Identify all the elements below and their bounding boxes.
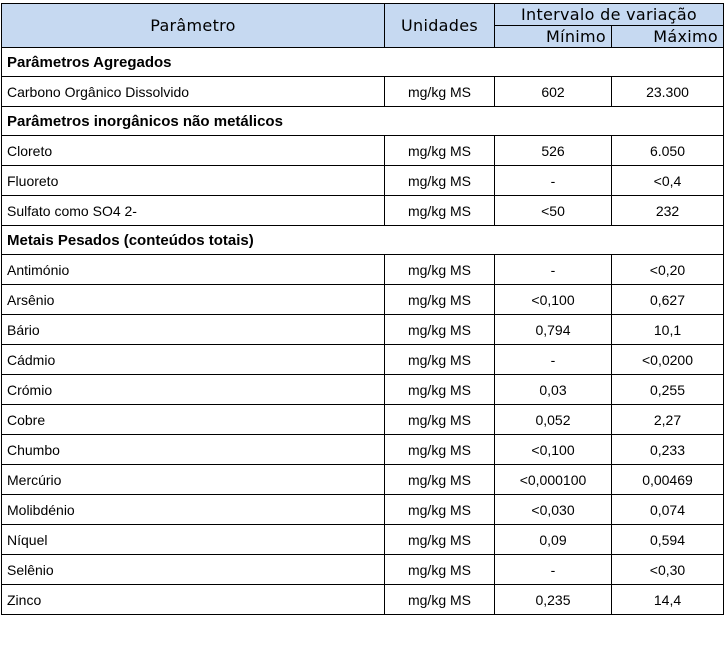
parameters-table <box>1 3 724 615</box>
table-body <box>2 48 724 615</box>
param-cell: Cobre <box>2 405 385 435</box>
table-row <box>2 585 724 615</box>
max-cell: 232 <box>612 196 724 226</box>
min-cell: 0,235 <box>495 585 612 615</box>
max-cell: 10,1 <box>612 315 724 345</box>
table-row <box>2 345 724 375</box>
max-cell: 23.300 <box>612 77 724 107</box>
max-cell: 0,594 <box>612 525 724 555</box>
unit-cell: mg/kg MS <box>385 585 495 615</box>
unit-cell: mg/kg MS <box>385 525 495 555</box>
param-cell: Antimónio <box>2 255 385 285</box>
table-row <box>2 315 724 345</box>
param-cell: Fluoreto <box>2 166 385 196</box>
param-cell: Bário <box>2 315 385 345</box>
min-cell: <50 <box>495 196 612 226</box>
unit-cell: mg/kg MS <box>385 375 495 405</box>
param-cell: Chumbo <box>2 435 385 465</box>
table-row <box>2 77 724 107</box>
unit-cell: mg/kg MS <box>385 555 495 585</box>
unit-cell: mg/kg MS <box>385 345 495 375</box>
unit-cell: mg/kg MS <box>385 465 495 495</box>
table-row <box>2 166 724 196</box>
min-cell: 602 <box>495 77 612 107</box>
header-parametro: Parâmetro <box>2 4 385 48</box>
header-intervalo: Intervalo de variação <box>495 4 724 26</box>
table-row <box>2 375 724 405</box>
table-row <box>2 435 724 465</box>
max-cell: <0,4 <box>612 166 724 196</box>
section-title: Parâmetros Agregados <box>2 48 724 77</box>
max-cell: 0,00469 <box>612 465 724 495</box>
table-row <box>2 285 724 315</box>
param-cell: Arsênio <box>2 285 385 315</box>
section-row <box>2 107 724 136</box>
section-row <box>2 48 724 77</box>
min-cell: <0,100 <box>495 285 612 315</box>
unit-cell: mg/kg MS <box>385 315 495 345</box>
header-maximo: Máximo <box>612 26 724 48</box>
table-row <box>2 405 724 435</box>
header-unidades: Unidades <box>385 4 495 48</box>
min-cell: 0,09 <box>495 525 612 555</box>
min-cell: - <box>495 255 612 285</box>
param-cell: Zinco <box>2 585 385 615</box>
param-cell: Molibdénio <box>2 495 385 525</box>
param-cell: Carbono Orgânico Dissolvido <box>2 77 385 107</box>
param-cell: Mercúrio <box>2 465 385 495</box>
table-row <box>2 525 724 555</box>
table-row <box>2 255 724 285</box>
max-cell: 2,27 <box>612 405 724 435</box>
max-cell: <0,20 <box>612 255 724 285</box>
table-row <box>2 555 724 585</box>
min-cell: - <box>495 555 612 585</box>
unit-cell: mg/kg MS <box>385 435 495 465</box>
max-cell: 0,627 <box>612 285 724 315</box>
min-cell: - <box>495 166 612 196</box>
param-cell: Cádmio <box>2 345 385 375</box>
table-row <box>2 196 724 226</box>
max-cell: 6.050 <box>612 136 724 166</box>
unit-cell: mg/kg MS <box>385 255 495 285</box>
param-cell: Selênio <box>2 555 385 585</box>
section-title: Metais Pesados (conteúdos totais) <box>2 226 724 255</box>
unit-cell: mg/kg MS <box>385 405 495 435</box>
section-row <box>2 226 724 255</box>
table-row <box>2 136 724 166</box>
max-cell: <0,30 <box>612 555 724 585</box>
min-cell: 0,03 <box>495 375 612 405</box>
min-cell: <0,100 <box>495 435 612 465</box>
unit-cell: mg/kg MS <box>385 166 495 196</box>
section-title: Parâmetros inorgânicos não metálicos <box>2 107 724 136</box>
max-cell: 0,233 <box>612 435 724 465</box>
unit-cell: mg/kg MS <box>385 136 495 166</box>
min-cell: 0,052 <box>495 405 612 435</box>
unit-cell: mg/kg MS <box>385 285 495 315</box>
min-cell: <0,030 <box>495 495 612 525</box>
min-cell: - <box>495 345 612 375</box>
header-minimo: Mínimo <box>495 26 612 48</box>
param-cell: Níquel <box>2 525 385 555</box>
param-cell: Crómio <box>2 375 385 405</box>
min-cell: 526 <box>495 136 612 166</box>
unit-cell: mg/kg MS <box>385 77 495 107</box>
min-cell: <0,000100 <box>495 465 612 495</box>
table-row <box>2 465 724 495</box>
max-cell: 0,074 <box>612 495 724 525</box>
param-cell: Sulfato como SO4 2- <box>2 196 385 226</box>
min-cell: 0,794 <box>495 315 612 345</box>
unit-cell: mg/kg MS <box>385 495 495 525</box>
max-cell: 14,4 <box>612 585 724 615</box>
param-cell: Cloreto <box>2 136 385 166</box>
max-cell: <0,0200 <box>612 345 724 375</box>
table-row <box>2 495 724 525</box>
unit-cell: mg/kg MS <box>385 196 495 226</box>
max-cell: 0,255 <box>612 375 724 405</box>
